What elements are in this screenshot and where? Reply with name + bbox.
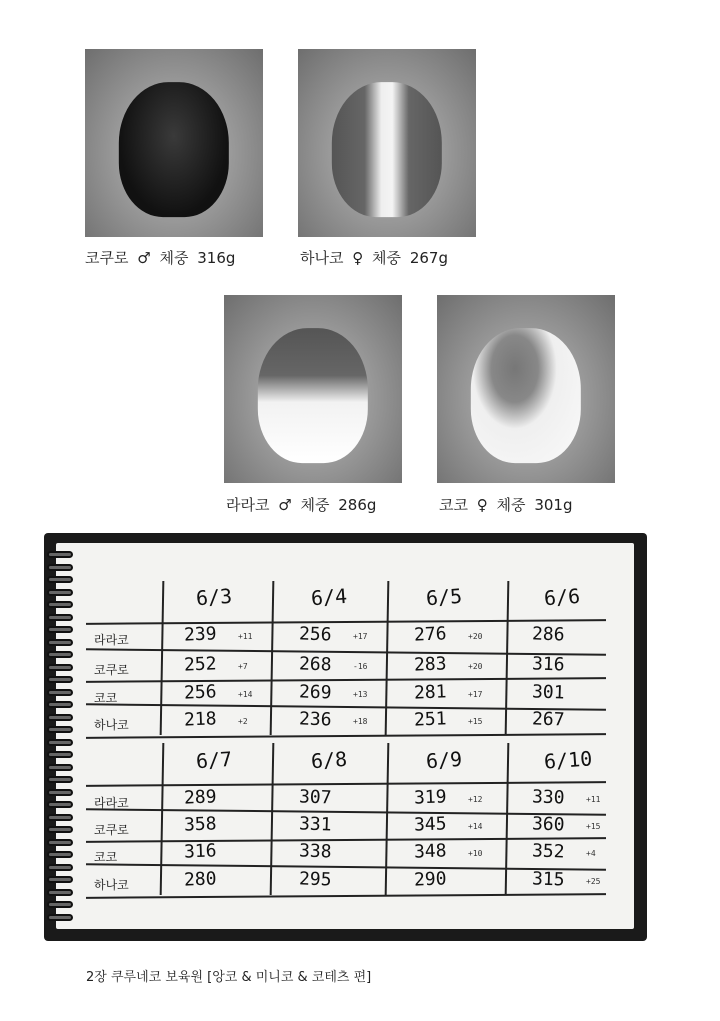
table-rule [86, 733, 606, 738]
table-column-rule [505, 581, 509, 735]
cat-hanako-image [332, 82, 442, 217]
table-rule [86, 863, 606, 870]
weight-entry: 301 [531, 681, 565, 704]
cat-name-label: 코코 [94, 691, 118, 705]
weight-entry: 331 [298, 813, 332, 836]
weight-entry: 280 [183, 868, 217, 891]
spiral-ring [47, 701, 73, 708]
cat-name-label: 코쿠로 [94, 823, 129, 837]
cat-name: 코쿠로 [85, 249, 129, 267]
spiral-ring [47, 814, 73, 821]
table-rule [86, 837, 606, 842]
weight-gain-note: +12 [468, 795, 483, 804]
weight-entry: 307 [298, 786, 332, 809]
weight-gain-note: +25 [586, 877, 601, 886]
table-rule [86, 677, 606, 682]
caption-hanako [300, 247, 452, 268]
weight-gain-note: +17 [353, 632, 368, 641]
table-rule [86, 703, 606, 710]
weight-entry: 251 [413, 708, 447, 731]
date-label: 6/10 [543, 746, 593, 774]
weight-entry: 360 [531, 813, 565, 836]
weight-label: 체중 [300, 496, 330, 514]
weight-entry: 352 [531, 840, 565, 863]
weight-gain-note: +15 [586, 822, 601, 831]
table-column-rule [385, 743, 389, 895]
spiral-ring [47, 764, 73, 771]
spiral-ring [47, 551, 73, 558]
cat-kokuro-image [119, 82, 229, 217]
weight-entry: 239 [183, 623, 217, 646]
weight-entry: 338 [298, 840, 332, 863]
weight-entry: 289 [183, 786, 217, 809]
cat-name-label: 코코 [94, 850, 118, 864]
spiral-ring [47, 864, 73, 871]
weight-value: 316g [197, 249, 236, 267]
weight-gain-note: +18 [353, 717, 368, 726]
date-label: 6/3 [195, 583, 233, 611]
weight-entry: 276 [413, 623, 447, 646]
spiral-ring [47, 851, 73, 858]
weight-value: 267g [409, 249, 448, 267]
spiral-ring [47, 876, 73, 883]
cat-name: 코코 [439, 496, 468, 514]
cat-name-label: 라라코 [94, 796, 129, 810]
weight-entry: 283 [413, 653, 447, 676]
caption-larako [226, 494, 380, 515]
weight-gain-note: +13 [353, 690, 368, 699]
female-icon: ♀ [476, 496, 488, 514]
date-label: 6/4 [310, 583, 348, 611]
weight-gain-note: +14 [468, 822, 483, 831]
weight-entry: 218 [183, 708, 217, 731]
table-column-rule [270, 743, 274, 895]
table-column-rule [160, 581, 164, 735]
table-rule [86, 648, 606, 655]
weight-gain-note: +17 [468, 690, 483, 699]
date-label: 6/9 [425, 746, 463, 774]
spiral-ring [47, 726, 73, 733]
spiral-ring [47, 714, 73, 721]
weight-gain-note: +11 [586, 795, 601, 804]
caption-kokuro [85, 247, 239, 268]
table-column-rule [270, 581, 274, 735]
spiral-ring [47, 576, 73, 583]
weight-entry: 286 [531, 623, 565, 646]
spiral-ring [47, 639, 73, 646]
photo-larako [224, 295, 402, 483]
weight-entry: 252 [183, 653, 217, 676]
weight-gain-note: +14 [238, 690, 253, 699]
table-column-rule [505, 743, 509, 895]
weight-entry: 290 [413, 868, 447, 891]
weight-label: 체중 [372, 249, 402, 267]
cat-name: 하나코 [300, 249, 344, 267]
weight-value: 301g [534, 496, 573, 514]
table-rule [86, 808, 606, 815]
weight-entry: 256 [183, 681, 217, 704]
spiral-ring [47, 589, 73, 596]
male-icon: ♂ [278, 496, 292, 514]
table-column-rule [385, 581, 389, 735]
caption-koko [439, 494, 576, 515]
weight-gain-note: +2 [238, 717, 248, 726]
weight-label: 체중 [496, 496, 526, 514]
spiral-ring [47, 651, 73, 658]
cat-name-label: 하나코 [94, 878, 129, 892]
female-icon: ♀ [352, 249, 364, 267]
cat-name-label: 하나코 [94, 718, 129, 732]
spiral-ring [47, 901, 73, 908]
male-icon: ♂ [137, 249, 151, 267]
weight-entry: 256 [298, 623, 332, 646]
weight-gain-note: -16 [353, 662, 368, 671]
cat-koko-image [471, 328, 581, 463]
notebook-paper [56, 543, 634, 929]
date-label: 6/5 [425, 583, 463, 611]
weight-entry: 236 [298, 708, 332, 731]
table-column-rule [160, 743, 164, 895]
table-rule [86, 893, 606, 898]
spiral-ring [47, 889, 73, 896]
weight-gain-note: +11 [238, 632, 253, 641]
cat-name: 라라코 [226, 496, 270, 514]
weight-entry: 330 [531, 786, 565, 809]
spiral-ring [47, 676, 73, 683]
weight-entry: 345 [413, 813, 447, 836]
spiral-ring [47, 751, 73, 758]
weight-gain-note: +4 [586, 849, 596, 858]
weight-entry: 269 [298, 681, 332, 704]
photo-koko [437, 295, 615, 483]
cat-name-label: 라라코 [94, 633, 129, 647]
spiral-ring [47, 801, 73, 808]
spiral-ring [47, 739, 73, 746]
weight-gain-note: +7 [238, 662, 248, 671]
spiral-ring [47, 689, 73, 696]
weight-entry: 268 [298, 653, 332, 676]
weight-entry: 281 [413, 681, 447, 704]
spiral-ring [47, 776, 73, 783]
spiral-ring [47, 664, 73, 671]
weight-label: 체중 [159, 249, 189, 267]
page-footer: 2장 쿠루네코 보육원 [앙코 & 미니코 & 코테츠 편] [86, 970, 372, 985]
spiral-ring [47, 601, 73, 608]
weight-entry: 316 [183, 840, 217, 863]
spiral-ring [47, 614, 73, 621]
table-rule [86, 619, 606, 624]
date-label: 6/8 [310, 746, 348, 774]
weight-entry: 267 [531, 708, 565, 731]
spiral-ring [47, 826, 73, 833]
photo-kokuro [85, 49, 263, 237]
weight-entry: 316 [531, 653, 565, 676]
spiral-ring [47, 789, 73, 796]
weight-entry: 319 [413, 786, 447, 809]
cat-name-label: 코쿠로 [94, 663, 129, 677]
spiral-binding [47, 551, 73, 927]
spiral-ring [47, 914, 73, 921]
weight-entry: 358 [183, 813, 217, 836]
weight-value: 286g [338, 496, 377, 514]
weight-entry: 348 [413, 840, 447, 863]
spiral-ring [47, 839, 73, 846]
spiral-ring [47, 564, 73, 571]
weight-entry: 315 [531, 868, 565, 891]
weight-gain-note: +10 [468, 849, 483, 858]
spiral-ring [47, 626, 73, 633]
date-label: 6/6 [543, 583, 581, 611]
weight-log-notebook [44, 533, 647, 941]
table-rule [86, 781, 606, 786]
date-label: 6/7 [195, 746, 233, 774]
weight-gain-note: +15 [468, 717, 483, 726]
cat-larako-image [258, 328, 368, 463]
weight-gain-note: +20 [468, 632, 483, 641]
photo-hanako [298, 49, 476, 237]
weight-entry: 295 [298, 868, 332, 891]
weight-gain-note: +20 [468, 662, 483, 671]
